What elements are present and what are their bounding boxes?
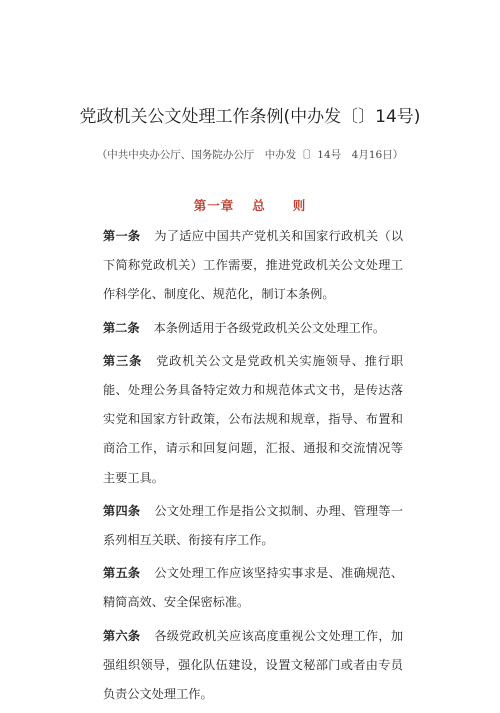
article-label: 第五条 [103,566,141,581]
article-label: 第六条 [103,628,141,643]
document-title: 党政机关公文处理工作条例(中办发〔〕14号) [79,107,421,127]
article-4 [103,497,403,555]
article-6 [103,622,403,710]
article-3 [103,347,403,493]
article-text: 各级党政机关应该高度重视公文处理工作，加强组织领导，强化队伍建设，设置文秘部门或者由专员负责公文处理工作。 [103,628,404,702]
article-text: 公文处理工作应该坚持实事求是、准确规范、精简高效、安全保密标准。 [103,566,404,610]
article-text: 本条例适用于各级党政机关公文处理工作。 [153,320,386,335]
document-body [103,222,403,713]
article-5 [103,559,403,617]
chapter-name: 总 则 [252,198,307,213]
article-label: 第一条 [103,229,141,243]
article-text: 为了适应中国共产党机关和国家行政机关（以下简称党政机关）工作需要，推进党政机关公文处理工作科学化、制度化、规范化，制订本条例。 [103,229,404,302]
chapter-heading [0,196,500,214]
article-text: 公文处理工作是指公文拟制、办理、管理等一系列相互关联、衔接有序工作。 [103,503,404,548]
article-label: 第二条 [103,320,140,335]
article-text: 党政机关公文是党政机关实施领导、推行职能、处理公务具备特定效力和规范体式文书，是传达落实党和国家方针政策，公布法规和规章，指导、布置和商洽工作，请示和回复问题，汇报、通报和交流情况等主要工具。 [103,353,404,485]
document-subtitle: （中共中央办公厅、国务院办公厅 中办发〔〕14号 4月16日） [96,149,404,161]
article-label: 第四条 [103,503,141,518]
article-2 [103,314,403,343]
article-label: 第三条 [103,353,143,368]
article-1 [103,222,403,310]
chapter-number: 第一章 [193,198,235,213]
